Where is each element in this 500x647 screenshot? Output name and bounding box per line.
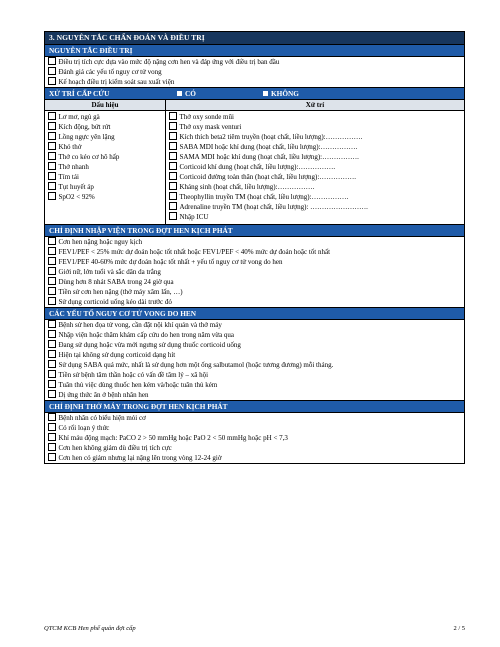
- list-item: Tiền sử cơn hen nặng (thở máy xâm lấn, …): [45, 287, 464, 297]
- page-footer: [44, 625, 465, 632]
- form-sheet: [44, 31, 465, 464]
- checkbox-no[interactable]: [263, 91, 268, 96]
- checkbox[interactable]: [48, 380, 56, 388]
- risk-list: [44, 319, 465, 400]
- admission-header: CHỈ ĐỊNH NHẬP VIỆN TRONG ĐỢT HEN KỊCH PHÁT: [44, 224, 465, 236]
- checkbox[interactable]: [48, 287, 56, 295]
- list-item: Kế hoạch điều trị kiểm soát sau xuất viện: [45, 77, 464, 87]
- emergency-table-header: [44, 99, 465, 110]
- list-item: Điều trị tích cực dựa vào mức độ nặng cơn hen và đáp ứng với điều trị ban đầu: [45, 57, 464, 67]
- treatment-item: Theophyllin truyền TM (hoạt chất, liều lượng):…………….: [166, 192, 464, 202]
- list-item: Đánh giá các yếu tố nguy cơ tử vong: [45, 67, 464, 77]
- list-item: Tiền sử bệnh tâm thần hoặc có vấn đề tâm lý – xã hội: [45, 370, 464, 380]
- ventilation-list: [44, 412, 465, 464]
- sign-item: Kích động, bứt rứt: [45, 122, 165, 132]
- checkbox[interactable]: [169, 172, 177, 180]
- list-item: Khí máu động mạch: PaCO 2 > 50 mmHg hoặc PaO 2 < 50 mmHg hoặc pH < 7,3: [45, 433, 464, 443]
- checkbox[interactable]: [48, 237, 56, 245]
- principles-list: [44, 56, 465, 87]
- sign-item: Khó thở: [45, 142, 165, 152]
- section-title: 3. NGUYÊN TẮC CHẨN ĐOÁN VÀ ĐIỀU TRỊ: [44, 31, 465, 44]
- checkbox[interactable]: [48, 443, 56, 451]
- risk-header: CÁC YẾU TỐ NGUY CƠ TỬ VONG DO HEN: [44, 307, 465, 319]
- checkbox[interactable]: [48, 112, 56, 120]
- checkbox[interactable]: [169, 162, 177, 170]
- list-item: Dị ứng thức ăn ở bệnh nhân hen: [45, 390, 464, 400]
- col-signs-header: Dấu hiệu: [45, 100, 166, 110]
- treatment-item: Thở oxy mask venturi: [166, 122, 464, 132]
- checkbox[interactable]: [48, 172, 56, 180]
- checkbox[interactable]: [169, 182, 177, 190]
- checkbox[interactable]: [48, 162, 56, 170]
- list-item: Cơn hen nặng hoặc nguy kịch: [45, 237, 464, 247]
- checkbox[interactable]: [48, 122, 56, 130]
- checkbox[interactable]: [169, 202, 177, 210]
- page-number: 2 / 5: [453, 625, 465, 632]
- checkbox[interactable]: [48, 370, 56, 378]
- checkbox[interactable]: [48, 423, 56, 431]
- checkbox[interactable]: [48, 77, 56, 85]
- list-item: Sử dụng SABA quá mức, nhất là sử dụng hơn một ống salbutamol (hoặc tương đương) mỗi tháng.: [45, 360, 464, 370]
- treatment-item: Thở oxy sonde mũi: [166, 112, 464, 122]
- treatment-item: Corticoid khí dung (hoạt chất, liều lượng):…………….: [166, 162, 464, 172]
- checkbox[interactable]: [169, 212, 177, 220]
- sign-item: Tím tái: [45, 172, 165, 182]
- checkbox[interactable]: [48, 67, 56, 75]
- checkbox[interactable]: [48, 433, 56, 441]
- treatment-item: Nhập ICU: [166, 212, 464, 222]
- admission-list: [44, 236, 465, 307]
- treatment-item: Adrenaline truyền TM (hoạt chất, liều lượng): …………………….: [166, 202, 464, 212]
- list-item: Có rối loạn ý thức: [45, 423, 464, 433]
- checkbox-yes[interactable]: [177, 91, 182, 96]
- option-yes[interactable]: CÓ: [177, 88, 263, 99]
- treatment-item: SABA MDI hoặc khí dung (hoạt chất, liều lượng):…………….: [166, 142, 464, 152]
- treatment-item: Kích thích beta2 tiêm truyền (hoạt chất, liều lượng):…………….: [166, 132, 464, 142]
- checkbox[interactable]: [48, 320, 56, 328]
- list-item: FEV1/PEF < 25% mức dự đoán hoặc tốt nhất hoặc FEV1/PEF < 40% mức dự đoán hoặc tốt nhất: [45, 247, 464, 257]
- sign-item: Lồng ngực yên lặng: [45, 132, 165, 142]
- list-item: FEV1/PEF 40-60% mức dự đoán hoặc tốt nhất + yếu tố nguy cơ tử vong do hen: [45, 257, 464, 267]
- checkbox[interactable]: [169, 152, 177, 160]
- col-treatment-header: Xử trí: [305, 101, 325, 109]
- checkbox[interactable]: [48, 413, 56, 421]
- checkbox[interactable]: [48, 192, 56, 200]
- checkbox[interactable]: [169, 192, 177, 200]
- sign-item: Lơ mơ, ngủ gà: [45, 112, 165, 122]
- list-item: Đang sử dụng hoặc vừa mới ngưng sử dụng thuốc corticoid uống: [45, 340, 464, 350]
- checkbox[interactable]: [48, 182, 56, 190]
- treatment-column: [166, 111, 464, 224]
- list-item: Tuân thủ việc dùng thuốc hen kém và/hoặc tuân thủ kém: [45, 380, 464, 390]
- list-item: Sử dụng corticoid uống kéo dài trước đó: [45, 297, 464, 307]
- checkbox[interactable]: [48, 453, 56, 461]
- emergency-table: [44, 110, 465, 224]
- sign-item: Thở co kéo cơ hô hấp: [45, 152, 165, 162]
- checkbox[interactable]: [48, 330, 56, 338]
- sign-item: SpO2 < 92%: [45, 192, 165, 202]
- option-no[interactable]: KHÔNG: [263, 88, 299, 99]
- sign-item: Tụt huyết áp: [45, 182, 165, 192]
- list-item: Hiện tại không sử dụng corticoid dạng hít: [45, 350, 464, 360]
- treatment-item: Corticoid đường toàn thân (hoạt chất, liều lượng):…………….: [166, 172, 464, 182]
- checkbox[interactable]: [169, 142, 177, 150]
- checkbox[interactable]: [48, 340, 56, 348]
- list-item: Nhập viện hoặc thăm khám cấp cứu do hen trong năm vừa qua: [45, 330, 464, 340]
- checkbox[interactable]: [169, 132, 177, 140]
- treatment-item: Kháng sinh (hoạt chất, liều lượng):…………….: [166, 182, 464, 192]
- checkbox[interactable]: [48, 390, 56, 398]
- checkbox[interactable]: [48, 350, 56, 358]
- sign-item: Thở nhanh: [45, 162, 165, 172]
- checkbox[interactable]: [48, 360, 56, 368]
- checkbox[interactable]: [48, 152, 56, 160]
- checkbox[interactable]: [48, 297, 56, 305]
- checkbox[interactable]: [48, 267, 56, 275]
- treatment-item: SAMA MDI hoặc khí dung (hoạt chất, liều lượng):…………….: [166, 152, 464, 162]
- ventilation-header: CHỈ ĐỊNH THỞ MÁY TRONG ĐỢT HEN KỊCH PHÁT: [44, 400, 465, 412]
- list-item: Giới nữ, lớn tuổi và sắc dân da trắng: [45, 267, 464, 277]
- list-item: Bệnh sử hen đọa tử vong, cần đặt nội khí quản và thở máy: [45, 320, 464, 330]
- checkbox[interactable]: [48, 132, 56, 140]
- list-item: Cơn hen có giảm nhưng lại nặng lên trong vòng 12-24 giờ: [45, 453, 464, 463]
- checkbox[interactable]: [48, 57, 56, 65]
- checkbox[interactable]: [48, 247, 56, 255]
- checkbox[interactable]: [48, 142, 56, 150]
- list-item: Cơn hen không giảm dù điều trị tích cực: [45, 443, 464, 453]
- checkbox[interactable]: [48, 257, 56, 265]
- signs-column: [45, 111, 166, 224]
- principles-header: NGUYÊN TẮC ĐIỀU TRỊ: [44, 44, 465, 56]
- checkbox[interactable]: [48, 277, 56, 285]
- emergency-header: XỬ TRÍ CẤP CỨU CÓ KHÔNG: [44, 87, 465, 99]
- list-item: Dùng hơn 8 nhát SABA trong 24 giờ qua: [45, 277, 464, 287]
- checkbox[interactable]: [169, 112, 177, 120]
- checkbox[interactable]: [169, 122, 177, 130]
- list-item: Bệnh nhân có biểu hiện mỏi cơ: [45, 413, 464, 423]
- footer-doc-title: QTCM KCB Hen phế quản đợt cấp: [44, 625, 136, 632]
